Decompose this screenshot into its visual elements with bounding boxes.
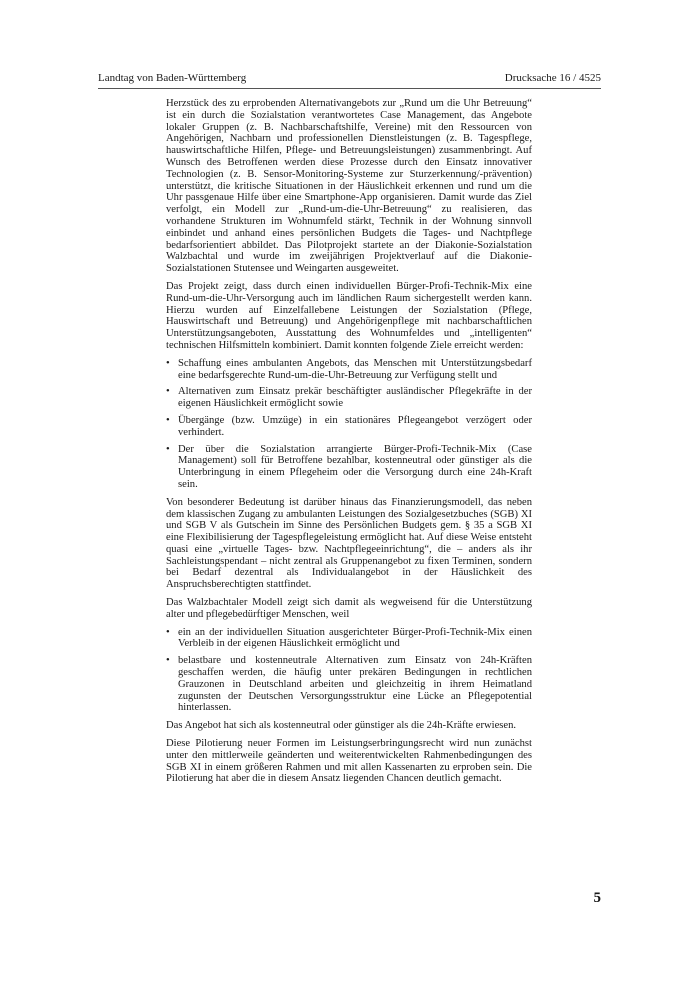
list-item-text: belastbare und kostenneutrale Alternativen zum Einsatz von 24h-Kräften geschaffen werden, die häufig unter prekären Bedingungen in rechtlichen Grauzonen in Deutschland arbeiten und gleichzeitig in ihrem Heimatland zugunsten der Deutschen Versorgungsstruktur eine Lücke an Pflegepotential hinterlassen. [178,655,532,714]
page-number: 5 [593,890,601,906]
reasons-list [166,627,532,715]
bullet-icon: • [166,626,170,638]
bullet-icon: • [166,414,170,426]
list-item [166,386,532,410]
paragraph-5: Das Angebot hat sich als kostenneutral oder günstiger als die 24h-Kräfte erwiesen. [166,720,517,732]
list-item-text: Übergänge (bzw. Umzüge) in ein stationäres Pflegeangebot verzögert oder verhindert. [178,414,532,438]
list-item [166,655,532,714]
list-item-text: Alternativen zum Einsatz prekär beschäftigter ausländischer Pflegekräfte in der eigenen Häuslichkeit ermöglicht sowie [178,386,532,410]
paragraph-1: Herzstück des zu erprobenden Alternativangebots zur „Rund um die Uhr Betreuung“ ist ein durch die Sozialstation verantwortetes Case Management, das Angebote lokaler Gruppen (z. B. Nachbarschaftshilfe, Vereine) mit den Ressourcen von Angehörigen, Nachbarn und professionellen Dienstleistungen (z. B. Tagespflege, hauswirtschaftliche Hilfen, Pflege- und Betreuungsleistungen) zusammenbringt. Auf Wunsch des Betroffenen werden diese Prozesse durch den Einsatz innovativer Technologien (z. B. Sensor-Monitoring-Systeme zur Sturzerkennung/-prävention) unterstützt, die kritische Situationen in der Häuslichkeit erkennen und rund um die Uhr passgenaue Hilfe über eine Smartphone-App organisieren. Damit wurde das Ziel verfolgt, ein Modell zur „Rund-um-die-Uhr-Betreuung“ zu realisieren, das vorhandene Strukturen im Wohnumfeld stärkt, Technik in der Wohnung sinnvoll einbindet und anhand eines persönlichen Budgets die Tages- und Nachtpflege bedarfsorientiert abbildet. Das Pilotprojekt startete an der Diakonie-Sozialstation Walzbachtal und wurde im zweijährigen Projektverlauf auf die Diakonie-Sozialstationen Stutensee und Weingarten ausgeweitet. [166,98,532,275]
goals-list [166,358,532,491]
page-header [98,71,601,87]
bullet-icon: • [166,386,170,398]
header-document-number: Drucksache 16 / 4525 [504,72,601,84]
list-item-text: Schaffung eines ambulanten Angebots, das Menschen mit Unterstützungsbedarf eine bedarfsgerechte Rund-um-die-Uhr-Betreuung zur Verfügung stellt und [178,357,532,381]
bullet-icon: • [166,443,170,455]
list-item-text: ein an der individuellen Situation ausgerichteter Bürger-Profi-Technik-Mix einen Verbleib in der eigenen Häuslichkeit ermöglicht und [178,626,532,650]
list-item [166,627,532,651]
document-body [166,98,532,791]
paragraph-6: Diese Pilotierung neuer Formen im Leistungserbringungsrecht wird nun zunächst unter den mittlerweile geänderten und weiterentwickelten Rahmenbedingungen des SGB XI in einem größeren Rahmen und mit allen Kassenarten zu erproben sein. Die Pilotierung hat aber die in diesem Ansatz liegenden Chancen deutlich gemacht. [166,738,532,785]
list-item [166,444,532,491]
bullet-icon: • [166,655,170,667]
paragraph-3: Von besonderer Bedeutung ist darüber hinaus das Finanzierungsmodell, das neben dem klassischen Zugang zu ambulanten Leistungen des Sozialgesetzbuches (SGB) XI und SGB V als Gutschein im Sinne des Persönlichen Budgets gem. § 35 a SGB XI eine Flexibilisierung der Tagespflegeleistung ermöglicht hat. Auf diese Weise entsteht quasi eine „virtuelle Tages- bzw. Nachtpflegeeinrichtung“, die – anders als ihr Sachleistungspendant – nicht zentral als Gruppenangebot zu fixen Terminen, sondern bei Bedarf dezentral als Individualangebot in der Häuslichkeit des Anspruchsberechtigten stattfindet. [166,496,532,591]
bullet-icon: • [166,357,170,369]
paragraph-4: Das Walzbachtaler Modell zeigt sich damit als wegweisend für die Unterstützung alter und pflegebedürftiger Menschen, weil [166,597,532,620]
paragraph-2: Das Projekt zeigt, dass durch einen individuellen Bürger-Profi-Technik-Mix eine Rund-um-die-Uhr-Versorgung auch im ländlichen Raum sichergestellt werden kann. Hierzu wurden auf Einzelfallebene Leistungen der Sozialstation (Pflege, Hauswirtschaft und Betreuung) und Angehörigenpflege mit nachbarschaftlichen Unterstützungsangeboten, Ausstattung des Wohnumfeldes und „intelligenten“ technischen Hilfsmitteln kombiniert. Damit konnten folgende Ziele erreicht werden: [166,280,532,351]
list-item [166,415,532,439]
list-item [166,358,532,382]
header-publisher: Landtag von Baden-Württemberg [98,72,247,84]
list-item-text: Der über die Sozialstation arrangierte Bürger-Profi-Technik-Mix (Case Management) soll für Betroffene bezahlbar, kostenneutral oder günstiger als die Unterbringung in einem Pflegeheim oder die Versorgung durch eine 24h-Kraft sein. [178,443,532,490]
header-divider [98,88,601,89]
